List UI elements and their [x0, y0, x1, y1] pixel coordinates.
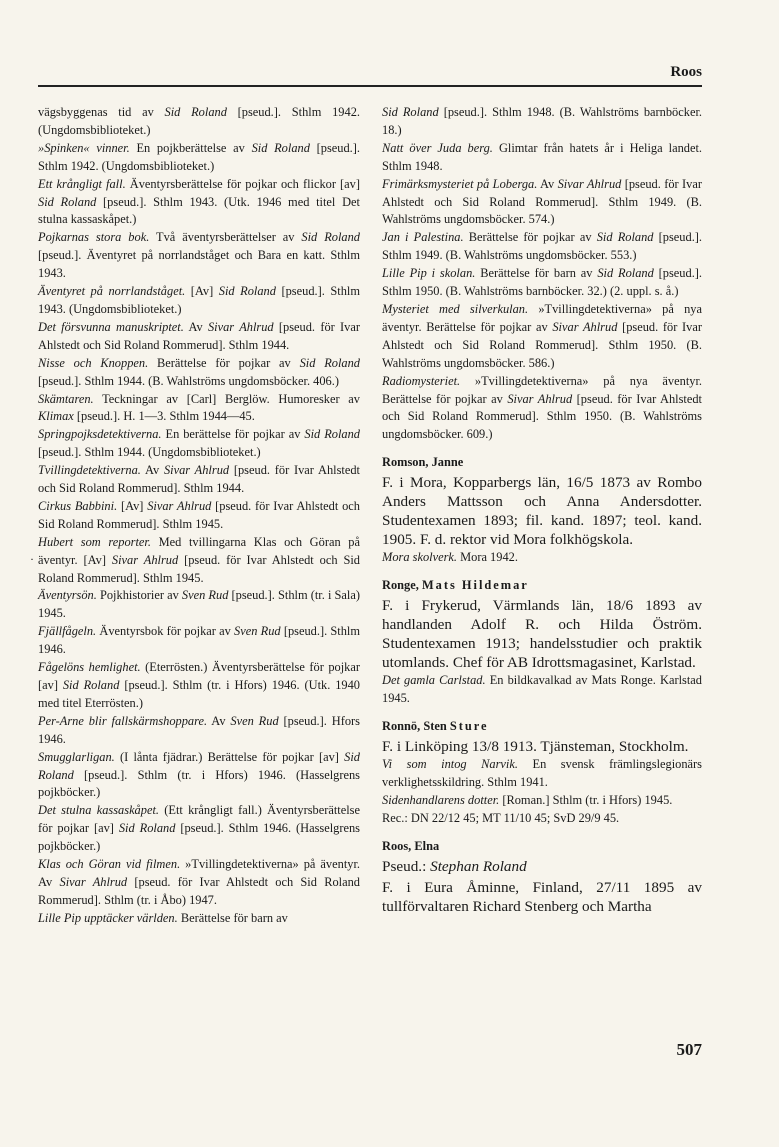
person-name — [382, 718, 702, 735]
entry-text: Två äventyrsberättelser av — [149, 230, 302, 245]
entry-details: [pseud.]. Sthlm 1944. (Ungdomsbiblioteket.) — [38, 445, 261, 460]
entry-text: »Tvillingdetektiverna» på nya äventyr. Berättelse för pojkar av — [382, 373, 702, 406]
entry-author: Sivar Ahlrud — [147, 498, 212, 513]
bibliography-entry — [38, 426, 360, 462]
entry-text: Äventyrsbok för pojkar av — [96, 624, 235, 639]
entry-text: Berättelse för barn av — [177, 910, 288, 925]
entry-text: Berättelse för barn av — [475, 266, 598, 281]
entry-title: Sid Roland — [382, 105, 439, 119]
entry-details: [pseud.]. Äventyret på norrlandståget och Bara en katt. Sthlm 1943. — [38, 248, 360, 281]
person-name — [382, 577, 702, 594]
person-biography: F. i Mora, Kopparbergs län, 16/5 1873 av Rombo Anders Mattsson och Anna Andersdotter. Studentexamen 1893; fil. kand. 1897; teol. kand. 1905. F. d. rektor vid Mora folkhögskola. — [382, 474, 702, 549]
entry-author: Sid Roland — [299, 355, 360, 370]
bibliography-entry — [38, 319, 360, 355]
entry-text: Berättelse för pojkar av — [148, 355, 300, 370]
entry-details: [pseud. för Ivar Ahlstedt och Sid Roland Rommerud]. Sthlm 1945. — [38, 498, 360, 531]
bibliography-entry — [382, 756, 702, 792]
entry-author: Sid Roland — [62, 678, 120, 692]
entry-title: Klas och Göran vid filmen. — [38, 857, 181, 872]
entry-text: Teckningar av [Carl] Berglöw. Humoresker av — [93, 391, 360, 406]
entry-details: [pseud.]. Sthlm 1943. (Ungdomsbiblioteket.) — [38, 284, 360, 316]
person-name — [382, 838, 702, 855]
entry-title: Nisse och Knoppen. — [38, 355, 149, 370]
bibliography-entry — [382, 373, 702, 445]
bibliography-entry — [382, 672, 702, 708]
left-column — [38, 104, 360, 928]
bibliography-entry — [38, 391, 360, 427]
person-entry — [382, 718, 702, 828]
entry-text: [Roman.] Sthlm (tr. i Hfors) 1945. — [499, 792, 673, 807]
bibliography-entry — [38, 910, 360, 928]
entry-title: Mora skolverk. — [382, 550, 458, 565]
bibliography-entry — [382, 301, 702, 373]
entry-details: [pseud. för Ivar Ahlstedt och Sid Roland Rommerud]. Sthlm 1950. (B. Wahlströms ungdomsböcker. 609.) — [382, 391, 702, 442]
entry-details: [pseud. för Ivar Ahlstedt och Sid Roland Rommerud]. Sthlm (tr. i Åbo) 1947. — [38, 874, 361, 907]
bibliography-entry — [38, 462, 360, 498]
entry-text: (Ett krångligt fall.) Äventyrsberättelse för pojkar [av] — [38, 803, 360, 836]
person-name-main: Romson, Janne — [382, 455, 464, 470]
entry-text: (Eterrösten.) Äventyrsberättelse för pojkar [av] — [38, 660, 361, 692]
entry-title: Vi som intog Narvik. — [382, 756, 518, 771]
entry-title: Jan i Palestina. — [382, 230, 464, 245]
entry-author: Sivar Ahlrud — [59, 874, 128, 889]
right-column-entries — [382, 104, 702, 444]
bibliography-entry — [38, 140, 360, 176]
person-biography: F. i Linköping 13/8 1913. Tjänsteman, Stockholm. — [382, 737, 689, 755]
entry-text: »Tvillingdetektiverna» på äventyr. Av — [38, 857, 360, 889]
entry-text: vägsbyggenas tid av — [38, 105, 165, 119]
entry-author: Sivar Ahlrud — [111, 552, 179, 567]
entry-author: Sven Rud — [234, 624, 281, 639]
entry-author: Sid Roland — [118, 821, 176, 836]
entry-title: Natt över Juda berg. — [382, 140, 493, 155]
bibliography-entry — [38, 176, 360, 230]
entry-author: Sven Rud — [230, 713, 279, 728]
entry-author: Klimax — [38, 409, 74, 424]
entry-title: Fågelöns hemlighet. — [38, 660, 141, 675]
entry-author: Sid Roland — [38, 194, 97, 209]
person-entry — [382, 577, 702, 708]
entry-title: Smugglarligan. — [38, 749, 115, 764]
entry-title: Cirkus Babbini. — [38, 498, 118, 513]
person-name-main: Ronge, — [382, 578, 422, 593]
person-entry — [382, 838, 702, 916]
entry-title: »Spinken« vinner. — [38, 140, 130, 155]
entry-text: Äventyrsberättelse för pojkar och flickor [av] — [125, 176, 361, 191]
entry-title: Det gamla Carlstad. — [382, 673, 486, 688]
person-name — [382, 454, 702, 471]
entry-text: Av — [183, 319, 208, 334]
entry-author: Sid Roland — [596, 230, 654, 245]
bibliography-entry — [38, 856, 360, 910]
bibliography-entry — [38, 623, 360, 659]
person-name-main: Ronnö, Sten — [382, 718, 450, 733]
entry-author: Sid Roland — [304, 427, 360, 442]
entry-author: Sivar Ahlrud — [557, 176, 622, 191]
entry-title: Det stulna kassaskåpet. — [38, 803, 159, 818]
entry-author: Sivar Ahlrud — [507, 391, 573, 406]
entry-title: Äventyret på norrlandståget. — [38, 284, 186, 299]
bibliography-entry — [382, 140, 702, 176]
entry-details: [pseud.]. Sthlm 1942. (Ungdomsbiblioteket.) — [38, 105, 360, 137]
entry-text: Mora 1942. — [457, 550, 518, 565]
entry-author: Sid Roland — [597, 266, 654, 281]
entry-title: Sidenhandlarens dotter. — [382, 792, 500, 807]
entry-title: Tvillingdetektiverna. — [38, 463, 141, 478]
bibliography-entry — [382, 810, 702, 828]
entry-text: Av — [140, 463, 164, 478]
entry-author: Sid Roland — [251, 140, 310, 155]
entry-text: Med tvillingarna Klas och Göran på äventyr. [Av] — [38, 534, 360, 567]
entry-author: Sid Roland — [38, 749, 360, 782]
entry-title: Lille Pip i skolan. — [382, 266, 476, 281]
entry-details: [pseud.]. Sthlm (tr. i Hfors) 1946. (Hasselgrens pojkböcker.) — [38, 767, 360, 800]
entry-details: [pseud.]. Sthlm 1942. (Ungdomsbiblioteket.) — [38, 140, 360, 173]
entry-details: [pseud.]. Sthlm 1943. (Utk. 1946 med titel Det stulna kassaskåpet.) — [38, 194, 360, 227]
entry-title: Mysteriet med silverkulan. — [382, 301, 529, 316]
entry-title: Hubert som reporter. — [38, 534, 151, 549]
entry-title: Pojkarnas stora bok. — [38, 230, 150, 245]
entry-text: Glimtar från hatets år i Heliga landet. Sthlm 1948. — [382, 140, 702, 173]
header-rule — [38, 85, 702, 87]
page-number: 507 — [676, 1040, 702, 1059]
entry-title: Radiomysteriet. — [382, 373, 461, 388]
bibliography-entry — [38, 229, 360, 283]
bibliography-entry — [38, 749, 360, 803]
entry-text: (I lånta fjädrar.) Berättelse för pojkar [av] — [114, 749, 345, 764]
entry-text: Pojkhistorier av — [96, 588, 182, 603]
person-biography: F. i Frykerud, Värmlands län, 18/6 1893 av handlanden Adolf R. och Hilda Öström. Studentexamen 1913; handelsstudier och praktik utomlands. Chef för AB Idrottsmagasinet, Karlstad. — [382, 597, 702, 672]
entry-details: [pseud.]. Sthlm 1950. (B. Wahlströms barnböcker. 32.) (2. uppl. s. å.) — [382, 266, 703, 299]
entry-author: Sivar Ahlrud — [207, 319, 274, 334]
entry-details: [pseud.]. Sthlm (tr. i Hfors) 1946. (Utk. 1940 med titel Eterrösten.) — [38, 678, 360, 710]
entry-text: Av — [207, 713, 231, 728]
bibliography-entry — [38, 104, 360, 140]
entry-text: Rec.: DN 22/12 45; MT 11/10 45; SvD 29/9 45. — [382, 810, 620, 825]
bibliography-entry — [38, 498, 360, 534]
person-name-main: Roos, Elna — [382, 838, 440, 853]
entry-title: Det försvunna manuskriptet. — [38, 319, 184, 334]
entry-text: [pseud.]. Sthlm 1948. (B. Wahlströms barnböcker. 18.) — [382, 105, 702, 137]
entry-details: [pseud. för Ivar Ahlstedt och Sid Roland Rommerud]. Sthlm 1945. — [38, 552, 360, 585]
entry-title: Skämtaren. — [38, 391, 94, 406]
entry-title: Lille Pip upptäcker världen. — [38, 910, 178, 925]
entry-author: Sivar Ahlrud — [163, 463, 230, 478]
bibliography-entry — [38, 283, 360, 319]
entry-title: Äventyrsön. — [38, 588, 97, 603]
entry-author: Sid Roland — [301, 230, 360, 245]
entry-text: En berättelse för pojkar av — [161, 427, 305, 442]
bibliography-entry — [382, 792, 702, 810]
bibliography-entry — [38, 587, 360, 623]
bibliography-entry — [382, 176, 702, 230]
entry-details: [pseud. för Ivar Ahlstedt och Sid Roland Rommerud]. Sthlm 1944. — [38, 319, 361, 352]
person-entry — [382, 454, 702, 567]
entry-details: [pseud.]. Sthlm 1944. (B. Wahlströms ungdomsböcker. 406.) — [38, 373, 339, 388]
pseudonym-line — [382, 857, 702, 876]
bibliography-entry — [38, 802, 360, 856]
bibliography-entry — [382, 229, 702, 265]
bibliography-entry — [38, 534, 360, 588]
entry-text: En bildkavalkad av Mats Ronge. Karlstad 1945. — [382, 673, 702, 706]
pseudonym-name: Stephan Roland — [430, 857, 527, 875]
pseudonym-label: Pseud.: — [382, 857, 431, 875]
entry-details: [pseud.]. H. 1—3. Sthlm 1944—45. — [73, 409, 255, 424]
entry-author: Sivar Ahlrud — [552, 319, 618, 334]
person-biography: F. i Eura Åminne, Finland, 27/11 1895 av tullförvaltaren Richard Stenberg och Martha — [382, 878, 702, 915]
running-head: Roos — [670, 64, 702, 80]
entry-title: Frimärksmysteriet på Loberga. — [382, 176, 538, 191]
entry-title: Ett krångligt fall. — [38, 176, 126, 191]
entry-details: [pseud.]. Sthlm (tr. i Sala) 1945. — [38, 588, 360, 621]
entry-title: Fjällfågeln. — [38, 624, 97, 639]
entry-author: Sid Roland — [218, 284, 276, 299]
entry-details: [pseud. för Ivar Ahlstedt och Sid Roland Rommerud]. Sthlm 1949. (B. Wahlströms ungdomsböcker. 574.) — [382, 176, 702, 227]
bibliography-entry — [382, 265, 702, 301]
entry-text: [Av] — [185, 284, 219, 299]
entry-text: En svensk främlingslegionärs verklighetsskildring. Sthlm 1941. — [382, 756, 702, 789]
entry-details: [pseud.]. Sthlm 1946. (Hasselgrens pojkböcker.) — [38, 821, 360, 854]
entry-text: En pojkberättelse av — [129, 140, 252, 155]
entry-title: Per-Arne blir fallskärmshoppare. — [38, 713, 208, 728]
bibliography-entry — [382, 104, 702, 140]
entry-details: [pseud.]. Sthlm 1946. — [38, 624, 360, 657]
entry-details: [pseud.]. Sthlm 1949. (B. Wahlströms ungdomsböcker. 553.) — [382, 230, 703, 263]
margin-mark: · — [30, 552, 34, 566]
entry-title: Springpojksdetektiverna. — [38, 427, 162, 442]
entry-author: Sid Roland — [164, 105, 227, 119]
person-entries — [382, 454, 702, 915]
entry-text: »Tvillingdetektiverna» på nya äventyr. Berättelse för pojkar av — [382, 301, 702, 334]
entry-text: Av — [537, 176, 558, 191]
bibliography-entry — [38, 355, 360, 391]
person-name-spaced: Mats Hildemar — [421, 578, 529, 593]
entry-author: Sven Rud — [181, 588, 229, 603]
entry-details: [pseud.]. Hfors 1946. — [38, 713, 360, 746]
entry-details: [pseud. för Ivar Ahlstedt och Sid Roland Rommerud]. Sthlm 1944. — [38, 463, 360, 496]
person-name-spaced: Sture — [449, 718, 489, 733]
bibliography-entry — [382, 549, 702, 567]
right-column — [382, 104, 702, 916]
bibliography-entry — [38, 713, 360, 749]
bibliography-entry — [38, 659, 360, 713]
entry-text: Berättelse för pojkar av — [463, 230, 597, 245]
entry-details: [pseud. för Ivar Ahlstedt och Sid Roland Rommerud]. Sthlm 1950. (B. Wahlströms ungdomsböcker. 586.) — [382, 319, 703, 370]
entry-text: [Av] — [117, 498, 148, 513]
